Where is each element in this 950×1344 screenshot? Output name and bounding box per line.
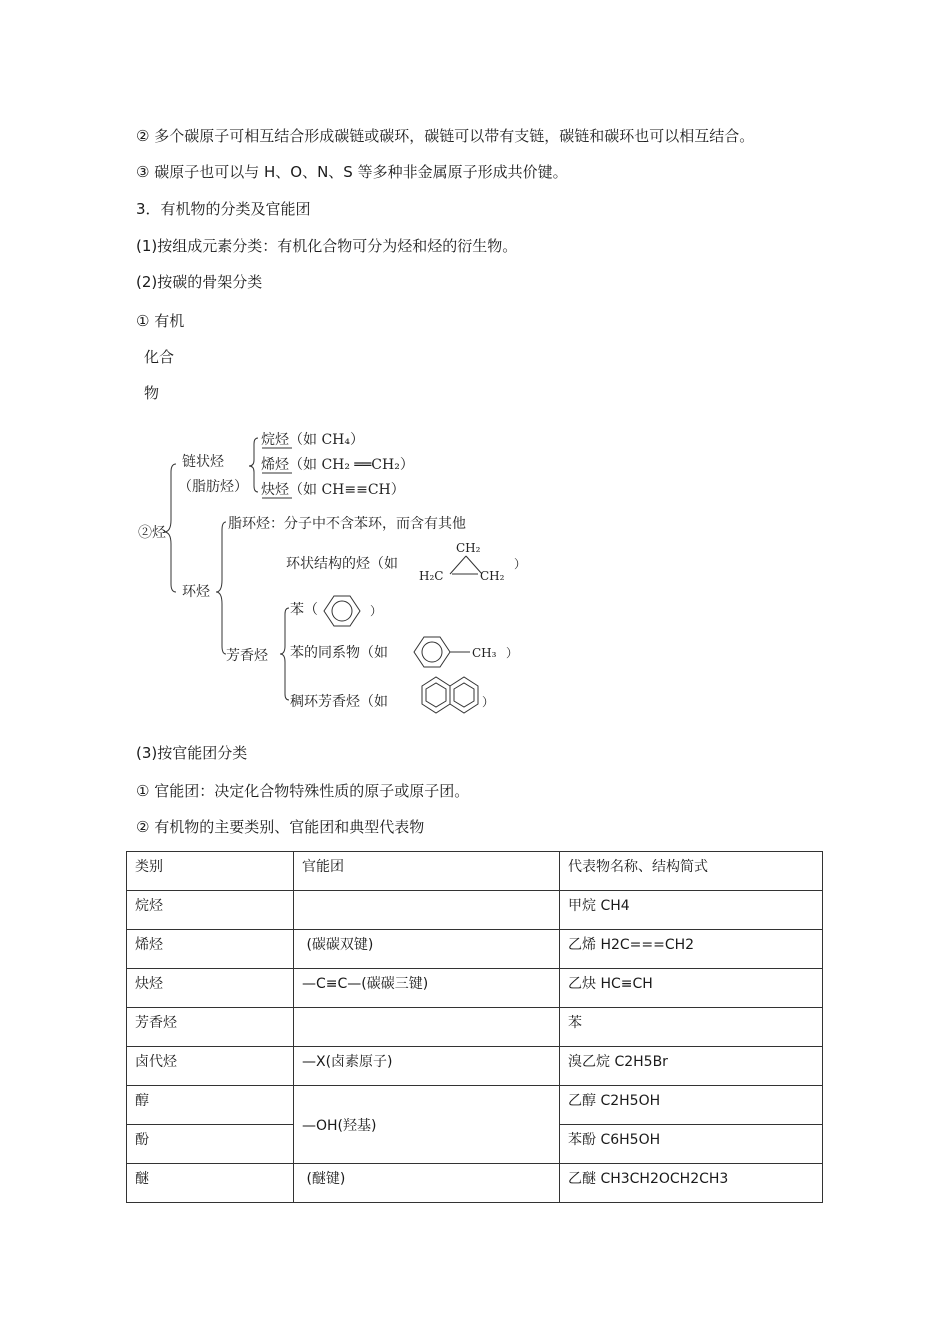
table-cell: 苯酚 C6H5OH — [560, 1125, 823, 1164]
table-row — [127, 1047, 823, 1086]
table-cell: (碳碳双键) — [294, 930, 560, 969]
diagram-benzene: 苯（ — [290, 602, 318, 618]
paragraph-functional-classification: (3)按官能团分类 — [136, 744, 248, 762]
diagram-chain-sub: （脂肪烃） — [178, 479, 248, 495]
diagram-ch2-top: CH₂ — [456, 541, 481, 555]
diagram-chain: 链状烃 — [182, 454, 224, 470]
diagram-alkene: 烯烃（如 CH₂ ══CH₂） — [261, 457, 414, 473]
table-cell: 乙醚 CH3CH2OCH2CH3 — [560, 1164, 823, 1203]
table-cell — [294, 1008, 560, 1047]
table-cell: 乙烯 H2C===CH2 — [560, 930, 823, 969]
paragraph-organic-1: ① 有机 — [136, 312, 185, 330]
table-header: 代表物名称、结构简式 — [560, 852, 823, 891]
diagram-alkyne: 炔烃（如 CH≡≡CH） — [261, 482, 405, 498]
paragraph-carbon-chain: ② 多个碳原子可相互结合形成碳链或碳环，碳链可以带有支链，碳链和碳环也可以相互结合。 — [136, 127, 755, 145]
diagram-root: ②烃 — [138, 525, 166, 541]
table-cell: 溴乙烷 C2H5Br — [560, 1047, 823, 1086]
table-cell: 乙醇 C2H5OH — [560, 1086, 823, 1125]
table-cell: 乙炔 HC≡CH — [560, 969, 823, 1008]
table-cell: 烯烃 — [127, 930, 294, 969]
table-row — [127, 1008, 823, 1047]
table-cell: 烷烃 — [127, 891, 294, 930]
functional-group-table — [126, 851, 823, 1203]
diagram-alicyclic: 脂环烃：分子中不含苯环，而含有其他 — [228, 516, 466, 532]
paragraph-element-classification: (1)按组成元素分类：有机化合物可分为烃和烃的衍生物。 — [136, 237, 518, 255]
table-header-row — [127, 852, 823, 891]
paragraph-skeleton-classification: (2)按碳的骨架分类 — [136, 273, 263, 291]
diagram-paren-4: ） — [482, 695, 495, 709]
diagram-ring: 环烃 — [182, 584, 210, 600]
diagram-aromatic: 芳香烃 — [226, 648, 268, 664]
diagram-paren-2: ） — [370, 604, 383, 618]
table-cell: 炔烃 — [127, 969, 294, 1008]
table-cell: 芳香烃 — [127, 1008, 294, 1047]
section-heading: 3．有机物的分类及官能团 — [136, 200, 311, 218]
paragraph-organic-3: 物 — [144, 384, 160, 402]
table-cell — [294, 891, 560, 930]
table-header: 官能团 — [294, 852, 560, 891]
diagram-ch3: CH₃ — [472, 646, 497, 660]
hydrocarbon-classification-diagram — [134, 424, 554, 744]
paragraph-covalent-bond: ③ 碳原子也可以与 H、O、N、S 等多种非金属原子形成共价键。 — [136, 163, 568, 181]
table-header: 类别 — [127, 852, 294, 891]
diagram-h2c: H₂C — [419, 569, 444, 583]
table-cell: —C≡C—(碳碳三键) — [294, 969, 560, 1008]
table-row — [127, 969, 823, 1008]
diagram-alicyclic-2: 环状结构的烃（如 — [286, 556, 398, 572]
diagram-alkane: 烷烃（如 CH₄） — [261, 432, 364, 448]
diagram-paren-3: ） — [506, 646, 519, 660]
diagram-fused: 稠环芳香烃（如 — [290, 694, 388, 710]
table-cell: 苯 — [560, 1008, 823, 1047]
table-cell: 卤代烃 — [127, 1047, 294, 1086]
paragraph-functional-group-definition: ① 官能团：决定化合物特殊性质的原子或原子团。 — [136, 782, 470, 800]
table-cell: 酚 — [127, 1125, 294, 1164]
table-row — [127, 1086, 823, 1125]
diagram-homolog: 苯的同系物（如 — [290, 645, 388, 661]
diagram-ch2-right: CH₂ — [480, 569, 505, 583]
table-cell: —X(卤素原子) — [294, 1047, 560, 1086]
table-row — [127, 930, 823, 969]
table-cell: 醚 — [127, 1164, 294, 1203]
table-cell: —OH(羟基) — [294, 1086, 560, 1164]
table-row — [127, 1164, 823, 1203]
paragraph-table-caption: ② 有机物的主要类别、官能团和典型代表物 — [136, 818, 425, 836]
table-cell: 甲烷 CH4 — [560, 891, 823, 930]
table-row — [127, 891, 823, 930]
paragraph-organic-2: 化合 — [144, 348, 175, 366]
table-cell: (醚键) — [294, 1164, 560, 1203]
diagram-paren-1: ） — [514, 557, 527, 571]
table-cell: 醇 — [127, 1086, 294, 1125]
